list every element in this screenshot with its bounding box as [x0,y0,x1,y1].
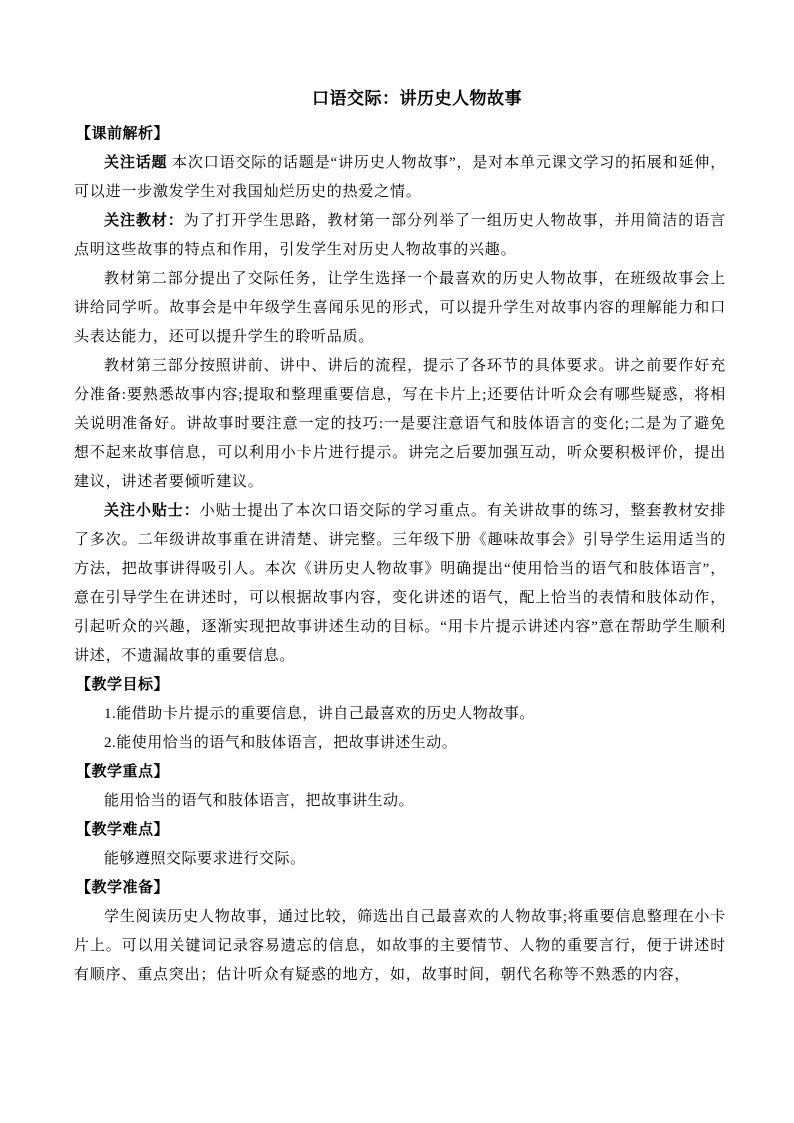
paragraph-text: 本次口语交际的话题是“讲历史人物故事”，是对本单元课文学习的拓展和延伸，可以进一步激发学生对我国灿烂历史的热爱之情。 [74,155,727,200]
preparation-text: 学生阅读历史人物故事，通过比较，筛选出自己最喜欢的人物故事;将重要信息整理在小卡片上。可以用关键词记录容易遗忘的信息，如故事的主要情节、人物的重要言行，便于讲述时有顺序、重点突出；估计听众有疑惑的地方，如，故事时间，朝代名称等不熟悉的内容， [74,909,726,983]
paragraph-tips [74,497,726,671]
goal-item: 2.能使用恰当的语气和肢体语言，把故事讲述生动。 [104,735,458,751]
paragraph-topic [74,149,726,207]
paragraph-lead: 关注教材： [104,213,184,229]
paragraph-textbook [74,207,726,265]
paragraph-part-two: 教材第二部分提出了交际任务，让学生选择一个最喜欢的历史人物故事，在班级故事会上讲给同学听。故事会是中年级学生喜闻乐见的形式，可以提升学生对故事内容的理解能力和口头表达能力，还可以提升学生的聆听品质。 [74,271,726,345]
section-heading-goals: 【教学目标】 [76,677,170,693]
page-title: 口语交际：讲历史人物故事 [312,89,522,108]
section-heading-pre-analysis: 【课前解析】 [76,126,170,142]
section-heading-preparation: 【教学准备】 [76,880,170,896]
paragraph-part-three: 教材第三部分按照讲前、讲中、讲后的流程，提示了各环节的具体要求。讲之前要作好充分准备:要熟悉故事内容;提取和整理重要信息，写在卡片上;还要估计听众会有哪些疑惑，将相关说明准备好。讲故事时要注意一定的技巧:一是要注意语气和肢体语言的变化;二是为了避免想不起来故事信息，可以利用小卡片进行提示。讲完之后要加强互动，听众要积极评价，提出建议，讲述者要倾听建议。 [74,358,726,490]
paragraph-text: 小贴士提出了本次口语交际的学习重点。有关讲故事的练习，整套教材安排了多次。二年级讲故事重在讲清楚、讲完整。三年级下册《趣味故事会》引导学生运用适当的方法，把故事讲得吸引人。本次《讲历史人物故事》明确提出“使用恰当的语气和肢体语言”，意在引导学生在讲述时，可以根据故事内容，变化讲述的语气，配上恰当的表情和肢体动作，引起听众的兴趣，逐渐实现把故事讲述生动的目标。“用卡片提示讲述内容”意在帮助学生顺利讲述，不遗漏故事的重要信息。 [74,503,726,664]
goal-item: 1.能借助卡片提示的重要信息，讲自己最喜欢的历史人物故事。 [104,706,535,722]
document-body [74,120,726,990]
paragraph-lead: 关注小贴士： [104,503,200,519]
key-points-text: 能用恰当的语气和肢体语言，把故事讲生动。 [104,793,415,809]
paragraph-text: 为了打开学生思路，教材第一部分列举了一组历史人物故事，并用简洁的语言点明这些故事的特点和作用，引发学生对历史人物故事的兴趣。 [74,213,726,258]
section-heading-difficulties: 【教学难点】 [76,822,170,838]
section-heading-key-points: 【教学重点】 [76,764,170,780]
difficulties-text: 能够遵照交际要求进行交际。 [104,851,306,867]
paragraph-lead: 关注话题 [104,155,168,171]
